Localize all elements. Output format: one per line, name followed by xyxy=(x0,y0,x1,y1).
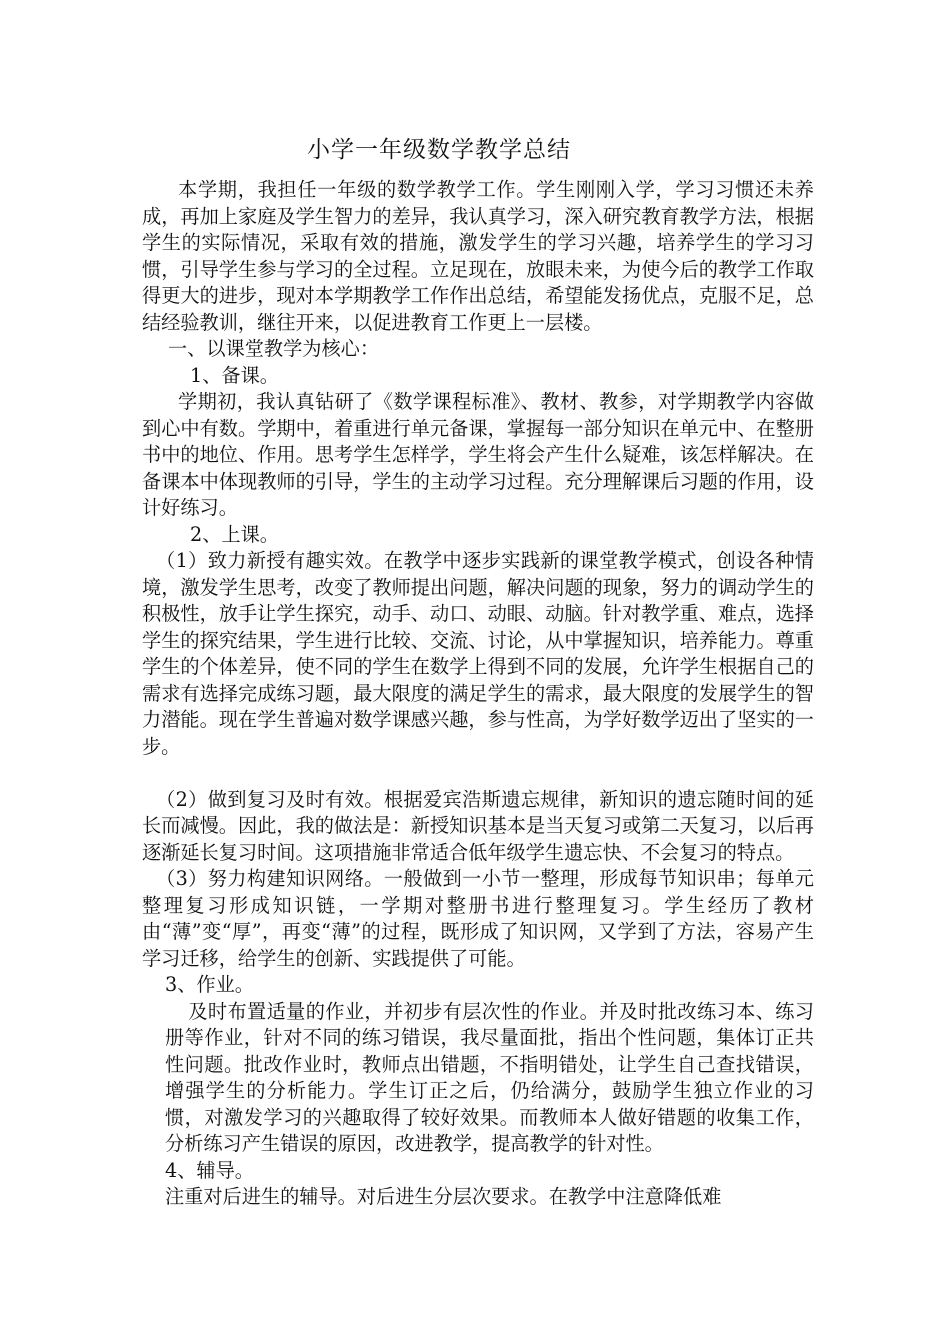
prep-paragraph: 学期初，我认真钻研了《数学课程标准》、教材、教参，对学期教学内容做到心中有数。学期中，着重进行单元备课，掌握每一部分知识在单元中、在整册书中的地位、作用。思考学生怎样学，学生将会产生什么疑难，该怎样解决。在备课本中体现教师的引导，学生的主动学习过程。充分理解课后习题的作用，设计好练习。 xyxy=(142,390,814,519)
tutoring-text: 注重对后进生的辅导。对后进生分层次要求。在教学中注意降低难 xyxy=(165,1185,722,1208)
document-body xyxy=(142,177,814,1211)
subsection-heading-tutoring: 4、辅导。 xyxy=(165,1158,254,1182)
intro-paragraph: 本学期，我担任一年级的数学教学工作。学生刚刚入学，学习习惯还未养成，再加上家庭及学生智力的差异，我认真学习，深入研究教育教学方法，根据学生的实际情况，采取有效的措施，激发学生的学习兴趣，培养学生的学习习惯，引导学生参与学习的全过程。立足现在，放眼未来，为使今后的教学工作取得更大的进步，现对本学期教学工作作出总结，希望能发扬优点，克服不足，总结经验教训，继往开来，以促进教育工作更上一层楼。 xyxy=(142,178,814,334)
tutoring-paragraph xyxy=(142,1184,814,1211)
class-paragraph-1: （1）致力新授有趣实效。在教学中逐步实践新的课堂教学模式，创设各种情境，激发学生思考，改变了教师提出问题，解决问题的现象，努力的调动学生的积极性，放手让学生探究，动手、动口、动眼、动脑。针对教学重、难点，选择学生的探究结果，学生进行比较、交流、讨论，从中掌握知识，培养能力。尊重学生的个体差异，使不同的学生在数学上得到不同的发展，允许学生根据自己的需求有选择完成练习题，最大限度的满足学生的需求，最大限度的发展学生的智力潜能。现在学生普遍对数学课感兴趣，参与性高，为学好数学迈出了坚实的一步。 xyxy=(142,549,814,758)
subsection-heading-class: 2、上课。 xyxy=(190,522,279,546)
subsection-heading-prep: 1、备课。 xyxy=(190,363,279,387)
subsection-heading-homework: 3、作业。 xyxy=(165,973,254,996)
homework-text: 及时布置适量的作业，并初步有层次性的作业。并及时批改练习本、练习册等作业，针对不同的练习错误，我尽量面批，指出个性问题，集体订正共性问题。批改作业时，教师点出错题，不指明错处，让学生自己查找错误，增强学生的分析能力。学生订正之后，仍给满分，鼓励学生独立作业的习惯，对激发学习的兴趣取得了较好效果。而教师本人做好错题的收集工作，分析练习产生错误的原因，改进教学，提高教学的针对性。 xyxy=(165,999,814,1155)
class-paragraph-3: （3）努力构建知识网络。一般做到一小节一整理，形成每节知识串；每单元整理复习形成知识链，一学期对整册书进行整理复习。学生经历了教材由“薄”变“厚”，再变“薄”的过程，既形成了知识网，又学到了方法，容易产生学习迁移，给学生的创新、实践提供了可能。 xyxy=(142,867,814,970)
document-title: 小学一年级数学教学总结 xyxy=(307,137,571,163)
class-paragraph-2: （2）做到复习及时有效。根据爱宾浩斯遗忘规律，新知识的遗忘随时间的延长而减慢。因此，我的做法是：新授知识基本是当天复习或第二天复习，以后再逐渐延长复习时间。这项措施非常适合低年级学生遗忘快、不会复习的特点。 xyxy=(142,787,814,864)
section-heading-1: 一、以课堂教学为核心： xyxy=(168,337,380,360)
blank-line xyxy=(142,760,814,787)
homework-paragraph xyxy=(142,999,814,1158)
